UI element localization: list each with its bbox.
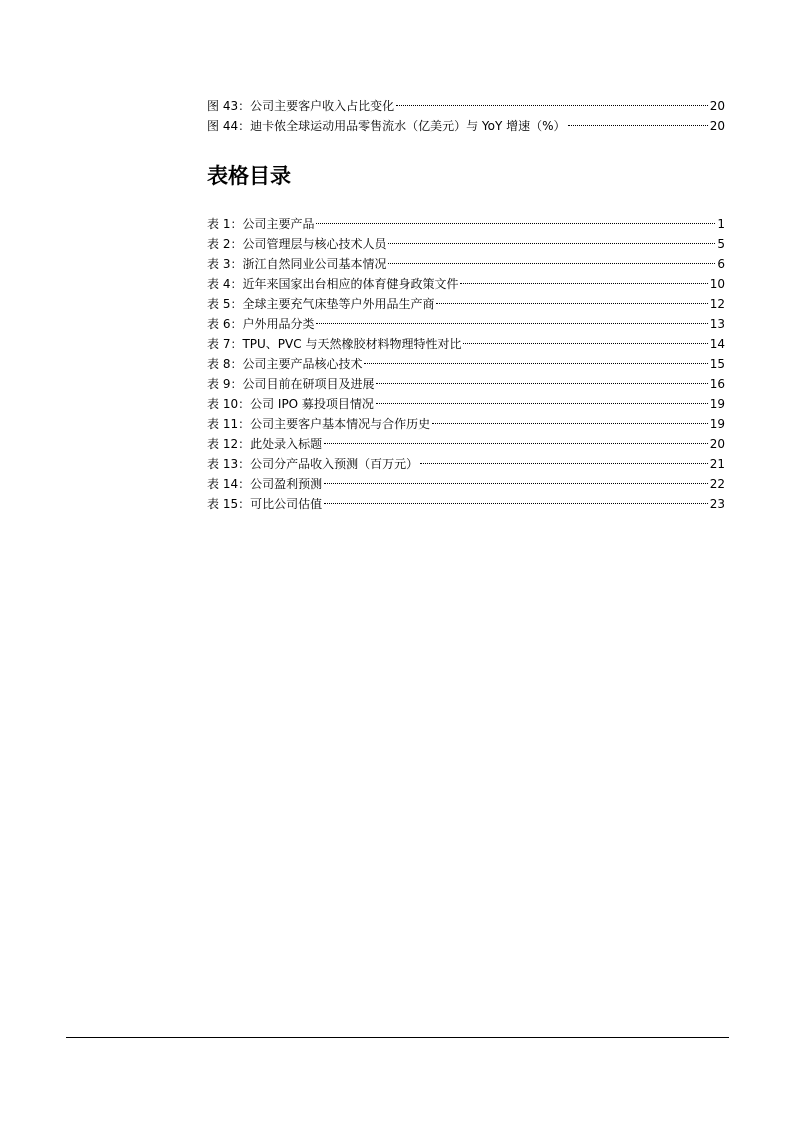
- toc-entry-label: 表 5：全球主要充气床垫等户外用品生产商: [207, 297, 435, 311]
- toc-entry-page: 22: [709, 477, 725, 491]
- table-list: [207, 214, 725, 514]
- toc-entry-label: 表 9：公司目前在研项目及进展: [207, 377, 375, 391]
- toc-entry-table-10[interactable]: [207, 394, 725, 414]
- dot-leader: [432, 422, 708, 424]
- dot-leader: [568, 124, 708, 126]
- toc-entry-label: 表 2：公司管理层与核心技术人员: [207, 237, 387, 251]
- dot-leader: [460, 282, 707, 284]
- toc-entry-page: 5: [717, 237, 725, 251]
- toc-entry-page: 21: [709, 457, 725, 471]
- toc-entry-page: 12: [709, 297, 725, 311]
- dot-leader: [324, 502, 708, 504]
- toc-entry-label: 图 44：迪卡侬全球运动用品零售流水（亿美元）与 YoY 增速（%）: [207, 119, 566, 133]
- toc-entry-label: 表 14：公司盈利预测: [207, 477, 323, 491]
- toc-entry-label: 表 6：户外用品分类: [207, 317, 315, 331]
- toc-entry-table-6[interactable]: [207, 314, 725, 334]
- dot-leader: [376, 402, 708, 404]
- toc-entry-table-2[interactable]: [207, 234, 725, 254]
- dot-leader: [316, 222, 715, 224]
- toc-entry-table-4[interactable]: [207, 274, 725, 294]
- dot-leader: [388, 242, 715, 244]
- toc-entry-label: 表 7：TPU、PVC 与天然橡胶材料物理特性对比: [207, 337, 462, 351]
- dot-leader: [324, 482, 708, 484]
- toc-entry-label: 图 43：公司主要客户收入占比变化: [207, 99, 395, 113]
- toc-entry-label: 表 3：浙江自然同业公司基本情况: [207, 257, 387, 271]
- toc-entry-page: 1: [717, 217, 725, 231]
- toc-entry-table-15[interactable]: [207, 494, 725, 514]
- toc-entry-page: 6: [717, 257, 725, 271]
- table-list-heading: 表格目录: [207, 164, 291, 188]
- dot-leader: [388, 262, 715, 264]
- toc-entry-page: 20: [709, 437, 725, 451]
- toc-entry-label: 表 8：公司主要产品核心技术: [207, 357, 363, 371]
- toc-entry-label: 表 12：此处录入标题: [207, 437, 323, 451]
- toc-entry-figure-43[interactable]: [207, 96, 725, 116]
- footer-divider: [66, 1037, 729, 1038]
- toc-entry-page: 10: [709, 277, 725, 291]
- toc-entry-table-5[interactable]: [207, 294, 725, 314]
- toc-entry-table-1[interactable]: [207, 214, 725, 234]
- toc-entry-page: 23: [709, 497, 725, 511]
- toc-entry-table-11[interactable]: [207, 414, 725, 434]
- dot-leader: [324, 442, 708, 444]
- toc-entry-page: 19: [709, 397, 725, 411]
- dot-leader: [436, 302, 707, 304]
- toc-entry-table-8[interactable]: [207, 354, 725, 374]
- dot-leader: [396, 104, 708, 106]
- toc-entry-page: 15: [709, 357, 725, 371]
- dot-leader: [376, 382, 707, 384]
- toc-entry-table-14[interactable]: [207, 474, 725, 494]
- dot-leader: [316, 322, 707, 324]
- toc-entry-label: 表 11：公司主要客户基本情况与合作历史: [207, 417, 431, 431]
- toc-entry-table-7[interactable]: [207, 334, 725, 354]
- toc-entry-table-3[interactable]: [207, 254, 725, 274]
- toc-entry-label: 表 4：近年来国家出台相应的体育健身政策文件: [207, 277, 459, 291]
- toc-entry-label: 表 15：可比公司估值: [207, 497, 323, 511]
- toc-entry-label: 表 1：公司主要产品: [207, 217, 315, 231]
- toc-entry-page: 20: [709, 99, 725, 113]
- toc-entry-page: 13: [709, 317, 725, 331]
- toc-entry-table-9[interactable]: [207, 374, 725, 394]
- toc-entry-table-13[interactable]: [207, 454, 725, 474]
- toc-entry-page: 16: [709, 377, 725, 391]
- toc-entry-table-12[interactable]: [207, 434, 725, 454]
- toc-entry-label: 表 10：公司 IPO 募投项目情况: [207, 397, 374, 411]
- toc-entry-label: 表 13：公司分产品收入预测（百万元）: [207, 457, 419, 471]
- dot-leader: [463, 342, 707, 344]
- toc-entry-page: 20: [709, 119, 725, 133]
- dot-leader: [364, 362, 707, 364]
- toc-entry-figure-44[interactable]: [207, 116, 725, 136]
- toc-entry-page: 14: [709, 337, 725, 351]
- toc-entry-page: 19: [709, 417, 725, 431]
- figure-list: [207, 96, 725, 136]
- dot-leader: [420, 462, 708, 464]
